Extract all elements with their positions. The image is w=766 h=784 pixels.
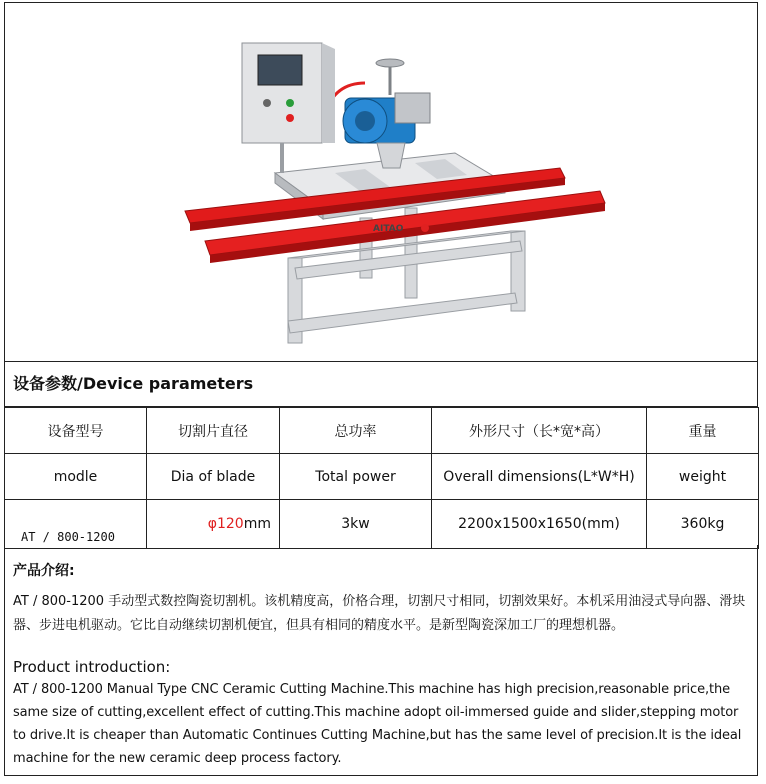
- value-blade-number: φ120: [207, 516, 244, 532]
- header-en-power: Total power: [280, 454, 432, 500]
- value-blade: [147, 500, 280, 549]
- cutting-machine-illustration: [5, 3, 757, 361]
- header-en-blade: Dia of blade: [147, 454, 280, 500]
- header-en-model: modle: [5, 454, 147, 500]
- value-blade-unit: mm: [243, 516, 271, 532]
- intro-heading-cn: 产品介绍:: [13, 563, 75, 579]
- header-cn-model: 设备型号: [5, 408, 147, 454]
- brand-label: AITAO: [373, 224, 404, 234]
- header-cn-blade: 切割片直径: [147, 408, 280, 454]
- table-row-headers-cn: [5, 408, 759, 454]
- value-power: 3kw: [280, 500, 432, 549]
- header-cn-dimensions: 外形尺寸（长*宽*高）: [432, 408, 647, 454]
- header-en-weight: weight: [647, 454, 759, 500]
- device-parameters-table: [4, 407, 759, 549]
- intro-body-cn: AT / 800-1200 手动型式数控陶瓷切割机。该机精度高，价格合理，切割尺寸相同，切割效果好。本机采用油浸式导向器、滑块器、步进电机驱动。它比自动继续切割机便宜，但具有相同的精度水平。是新型陶瓷深加工厂的理想机器。: [13, 594, 746, 633]
- header-cn-weight: 重量: [647, 408, 759, 454]
- product-photo: [4, 2, 758, 362]
- intro-heading-en: Product introduction:: [13, 658, 171, 676]
- value-weight: 360kg: [647, 500, 759, 549]
- table-row-values: [5, 500, 759, 549]
- value-model: AT / 800-1200: [5, 500, 147, 549]
- brand-logo-icon: [421, 224, 429, 232]
- table-row-headers-en: [5, 454, 759, 500]
- intro-body-en: AT / 800-1200 Manual Type CNC Ceramic Cutting Machine.This machine has high precision,reasonable price,the same size of cutting,excellent effect of cutting.This machine adopt oil-immersed guide and slider,stepping motor to drive.It is cheaper than Automatic Continues Cutting Machine,but has the same level of precision.It is the ideal machine for the new ceramic deep process factory.: [13, 682, 742, 766]
- product-introduction: [4, 545, 758, 776]
- header-cn-power: 总功率: [280, 408, 432, 454]
- header-en-dimensions: Overall dimensions(L*W*H): [432, 454, 647, 500]
- device-parameters-title: 设备参数/Device parameters: [4, 361, 758, 407]
- value-dimensions: 2200x1500x1650(mm): [432, 500, 647, 549]
